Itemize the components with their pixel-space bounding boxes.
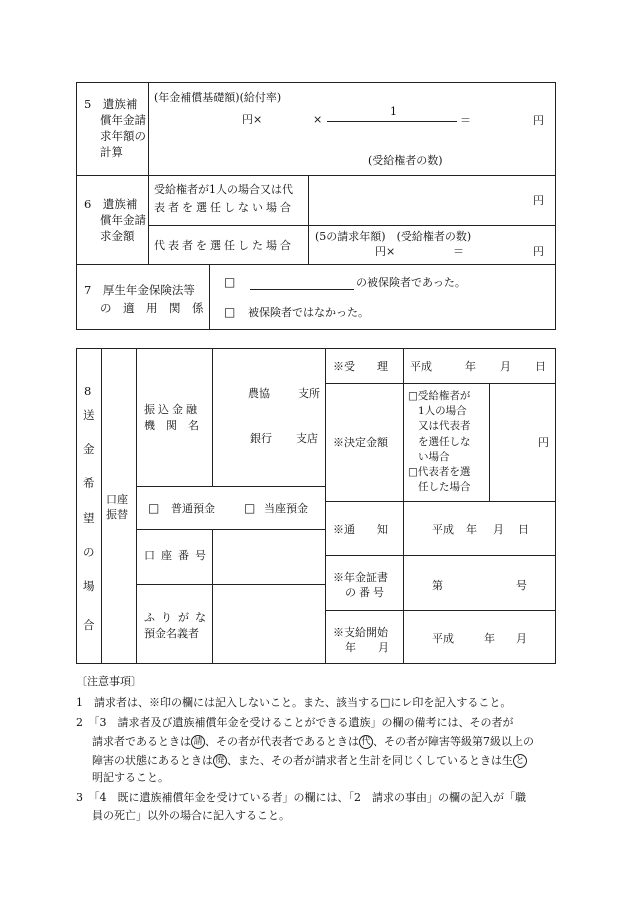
nokyo-label: 農協 — [248, 387, 270, 400]
decided-notify-divider — [325, 501, 556, 502]
checkbox-ordinary[interactable]: □ — [148, 501, 160, 515]
section-7-opt1: の被保険者であった。 — [356, 276, 466, 289]
note-2-line2: 請求者であるときは 請 、その者が代表者であるときは 代 、その者が障害等級第7級以上の — [92, 735, 534, 748]
bank-label-line2: 機 関 名 — [144, 419, 199, 432]
ordinary-accountno-divider — [136, 529, 325, 530]
mark-sei: 請 — [191, 735, 205, 749]
checkbox-insured[interactable]: □ — [224, 275, 236, 289]
divider-6-7 — [76, 264, 556, 265]
section-5-header: (年金補償基礎額)(給付率) — [154, 91, 282, 104]
shisho-label: 支所 — [298, 387, 320, 400]
section-5-6-label-divider — [148, 82, 149, 264]
notify-label: ※通 知 — [333, 523, 388, 536]
checkbox-checking[interactable]: □ — [244, 501, 256, 515]
ginko-label: 銀行 — [250, 432, 272, 445]
notify-heisei: 平成 — [432, 523, 454, 536]
note-2-line1: 2 「3 請求者及び遺族補償年金を受けることができる遺族」の欄の備考には、その者が — [76, 716, 514, 729]
col-divider-3-top — [212, 348, 213, 486]
account-transfer-line1: 口座 — [106, 493, 128, 506]
section-7-label-divider — [209, 264, 210, 330]
col-divider-1 — [101, 348, 102, 664]
side-char-8: 合 — [83, 618, 95, 632]
shiten-label: 支店 — [296, 432, 318, 445]
fraction-denominator: (受給権者の数) — [368, 154, 443, 167]
received-day: 日 — [535, 360, 546, 373]
decided-amount-label: ※決定金額 — [333, 436, 388, 449]
cert-dai: 第 — [432, 579, 443, 592]
note-2-line4: 明記すること。 — [92, 771, 169, 784]
section-6-row2-yen-times: 円× — [375, 245, 396, 258]
received-year: 年 — [465, 360, 476, 373]
payment-month: 月 — [516, 632, 527, 645]
checkbox-not-insured[interactable]: □ — [224, 305, 236, 319]
accountno-furigana-divider — [136, 584, 325, 585]
section-6-row2-equals: ＝ — [453, 245, 464, 258]
insurance-name-blank — [250, 289, 354, 290]
section-7-label-line2: の 適 用 関 係 — [100, 301, 204, 315]
section-5-label: 5 遺族補 償年金請 求年額の 計算 — [84, 97, 146, 159]
section-6-row2-header: (5の請求年額) (受給権者の数) — [315, 230, 472, 243]
col-divider-3-bottom — [212, 529, 213, 664]
pension-cert-line2: の番号 — [345, 586, 387, 599]
fraction-numerator: 1 — [390, 105, 397, 118]
furigana-label: ふりがな — [144, 611, 212, 624]
cert-go: 号 — [516, 579, 527, 592]
mark-to: と — [513, 754, 527, 768]
account-transfer-line2: 振替 — [106, 508, 128, 521]
side-char-2: 送 — [83, 408, 95, 422]
yen-times-label: 円× — [242, 113, 263, 126]
notify-cert-divider — [325, 555, 556, 556]
mark-dai: 代 — [359, 735, 373, 749]
side-char-1: 8 — [84, 384, 92, 398]
section-6-row2-yen: 円 — [533, 245, 544, 258]
notify-day: 日 — [518, 523, 529, 536]
account-holder-label: 預金名義者 — [144, 627, 199, 640]
decided-amount-inner-divider — [489, 383, 490, 501]
payment-heisei: 平成 — [432, 632, 454, 645]
section-6-middle-divider — [308, 175, 309, 264]
notify-year: 年 — [466, 523, 477, 536]
decided-amount-yen: 円 — [538, 436, 549, 449]
payment-start-line1: ※支給開始 — [333, 626, 388, 639]
section-6-label: 6 遺族補 償年金請 求金額 — [84, 197, 146, 243]
bank-label-line1: 振込金融 — [144, 403, 200, 416]
section-6-row1-line2: 表者を選任しない場合 — [154, 201, 294, 214]
note-3-line2: 員の死亡」以外の場合に記入すること。 — [92, 809, 290, 822]
received-label: ※受 理 — [333, 360, 388, 373]
fraction-bar — [327, 121, 457, 122]
side-char-4: 希 — [83, 476, 95, 490]
decided-amount-options: □受給権者が 1人の場合 又は代表者 を選任しな い場合 □代表者を選 任した場合 — [408, 390, 471, 494]
mark-hai: 廃 — [213, 754, 227, 768]
col-divider-4 — [325, 348, 326, 664]
checking-deposit-label: 当座預金 — [264, 502, 308, 515]
received-month: 月 — [500, 360, 511, 373]
section-6-row1-line1: 受給権者が1人の場合又は代 — [154, 183, 293, 196]
section-6-row2-label: 代表者を選任した場合 — [154, 239, 294, 252]
received-decided-divider — [325, 383, 556, 384]
section-7-opt2: 被保険者ではなかった。 — [248, 306, 369, 319]
account-number-label: 口座番号 — [144, 549, 212, 562]
pension-cert-line1: ※年金証書 — [333, 571, 388, 584]
side-char-3: 金 — [83, 442, 95, 456]
section-6-row-divider — [148, 225, 556, 226]
section-5-yen: 円 — [533, 114, 544, 127]
note-3-line1: 3 「4 既に遺族補償年金を受けている者」の欄には、「2 請求の事由」の欄の記入が「職 — [76, 791, 526, 804]
notes-heading: 〔注意事項〕 — [76, 675, 142, 688]
times-sign: × — [313, 113, 323, 126]
side-char-5: 望 — [83, 511, 95, 525]
payment-year: 年 — [484, 632, 495, 645]
ordinary-deposit-label: 普通預金 — [171, 502, 215, 515]
section-7-label-line1: 7 厚生年金保険法等 — [84, 283, 195, 297]
bank-ordinary-divider — [136, 486, 325, 487]
equals-sign: ＝ — [460, 114, 471, 127]
payment-start-line2: 年 月 — [345, 641, 389, 654]
received-heisei: 平成 — [410, 360, 432, 373]
section-6-row1-yen: 円 — [533, 194, 544, 207]
note-2-line3: 障害の状態にあるときは 廃 、また、その者が請求者と生計を同じくしているときは生 と — [92, 754, 527, 768]
notify-month: 月 — [493, 523, 504, 536]
side-char-6: の — [83, 545, 95, 559]
side-char-7: 場 — [83, 579, 95, 593]
col-divider-2 — [136, 348, 137, 664]
cert-payment-divider — [325, 610, 556, 611]
col-divider-5 — [403, 348, 404, 664]
note-1: 1 請求者は、※印の欄には記入しないこと。また、該当する□にレ印を記入すること。 — [76, 696, 512, 709]
